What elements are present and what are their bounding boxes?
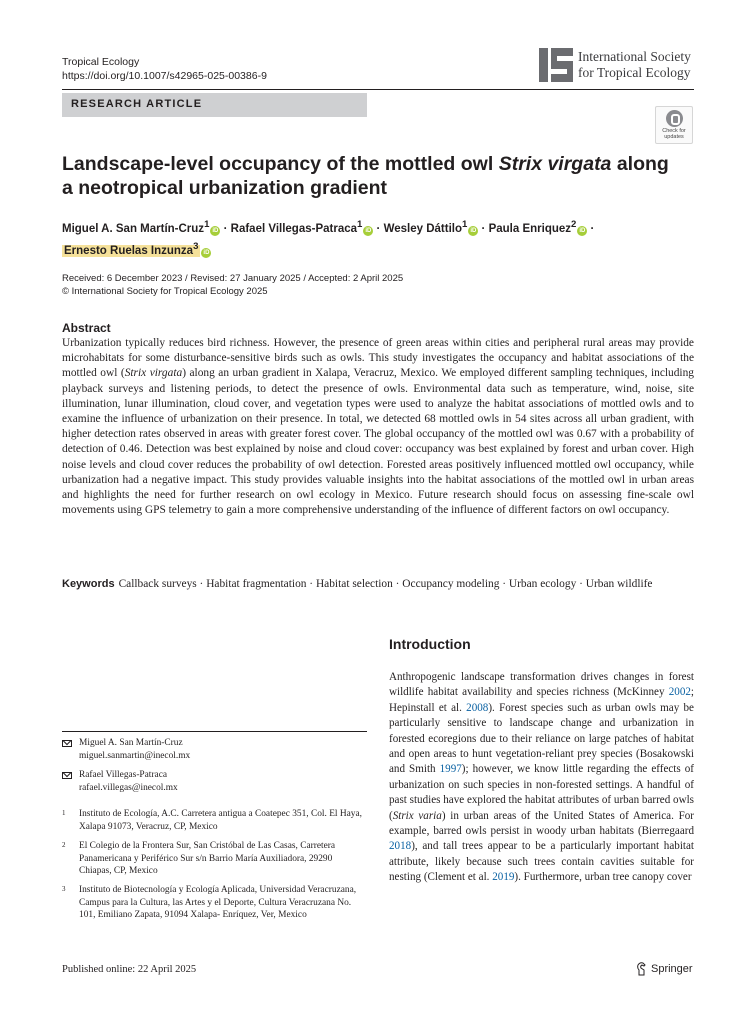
contact-entry xyxy=(62,737,190,762)
keywords-label: Keywords xyxy=(62,578,115,590)
affiliation: 2 El Colegio de la Frontera Sur, San Cristóbal de Las Casas, Carretera Panamericana y Periférico Sur s/n Barrio María Auxiliadora, 29290 Chiapas, CP, Mexico xyxy=(62,841,336,876)
orcid-icon[interactable]: iD xyxy=(470,227,477,234)
check-for-updates-badge[interactable]: Check for updates xyxy=(655,106,693,144)
affiliation: 1 Instituto de Ecología, A.C. Carretera antigua a Coatepec 351, Col. El Haya, Xalapa 91073, Veracruz, CP, Mexico xyxy=(62,809,362,832)
society-logo-block xyxy=(539,48,691,82)
orcid-icon[interactable]: iD xyxy=(203,249,210,256)
society-logo-icon xyxy=(539,48,573,82)
contact-entry xyxy=(62,769,178,794)
title-species: Strix virgata xyxy=(498,153,612,175)
citation-link[interactable]: 1997 xyxy=(439,763,462,776)
footnote-divider xyxy=(62,731,367,732)
envelope-icon xyxy=(62,772,72,779)
abstract-text: Urbanization typically reduces bird richness. However, the presence of green areas within cities and peripheral rural areas may provide microhabitats for some disturbance-sensitive birds such as owls. This study investigates the occupancy and habitat associations of the mottled owl (Strix virgata) along an urban gradient in Xalapa, Veracruz, Mexico. We employed different sampling techniques, including playback surveys and listening periods, to detect the presence of owls. Environmental data such as temperature, wind, noise, site illumination, lunar illumination, cloud cover, and vegetation types were used to analyze the habitat associations of mottled owls and to examine the influence of urbanization on their presence. In total, we detected 68 mottled owls in 54 sites across all urban gradient, with higher detection rates observed in areas with greater forest cover. The global occupancy of the mottled owl was 0.67 with a probability of detection of 0.46. Detection was best explained by noise and cloud cover: occupancy was best explained by forest and urban cover. High noise levels and cloud cover reduces the probability of owl detection. Forested areas positively influenced mottled owl occupancy, while urbanization had a negative impact. This study provides valuable insights into the habitat associations of the mottled owl in urban areas and highlights the need for further research on owl ecology in Mexico. Future research should focus on assessing fine-scale owl movements using GPS telemetry to gain a more comprehensive understanding of the influence of different factors on owl occupancy. xyxy=(62,337,694,517)
author-name[interactable]: Rafael Villegas-Patraca xyxy=(230,222,358,235)
citation-link[interactable]: 2008 xyxy=(466,701,489,714)
author-name[interactable]: Wesley Dáttilo xyxy=(383,222,462,235)
author-name[interactable]: Paula Enriquez xyxy=(488,222,572,235)
affiliation: 3 Instituto de Biotecnología y Ecología Aplicada, Universidad Veracruzana, Campus para la Cultura, las Artes y el Deporte, Cultura Veracruzana No. 101, Emiliano Zapata, 91094 Xalapa- Enríquez, Ver, Mexico xyxy=(62,885,357,920)
publisher-name: Springer xyxy=(651,963,693,975)
publisher-logo xyxy=(636,962,693,976)
orcid-icon[interactable]: iD xyxy=(212,227,219,234)
introduction-text: Anthropogenic landscape transformation drives changes in forest wildlife habitat availability and species richness (McKinney 2002; Hepinstall et al. 2008). Forest species such as urban owls may be particularly sensitive to landscape change and urbanization in forested ecoregions due to their reliance on large patches of habitat and open areas to hunt vegetation-reliant prey species (Bosakowski and Smith 1997); however, we know little regarding the effects of urbanization on such species in non-forested settings. A handful of past studies have explored the habitat attributes of urban barred owls (Strix varia) in urban areas of the United States of America. For example, barred owls persist in woody urban habitats (Bierregaard 2018), and tall trees appear to be a particularly important habitat attribute, likely because such trees contain cavities suitable for nesting (Clement et al. 2019). Furthermore, urban tree canopy cover xyxy=(389,671,694,884)
doi-link[interactable]: https://doi.org/10.1007/s42965-025-00386-9 xyxy=(62,70,267,82)
corresponding-author-highlight[interactable]: Ernesto Ruelas Inzunza$^3$ xyxy=(64,240,199,257)
article-type-banner: RESEARCH ARTICLE xyxy=(62,93,367,117)
contact-email[interactable]: rafael.villegas@inecol.mx xyxy=(79,782,178,793)
citation-link[interactable]: 2002 xyxy=(668,686,691,699)
orcid-icon[interactable]: iD xyxy=(579,227,586,234)
article-title: Landscape-level occupancy of the mottled owl Strix virgata along a neotropical urbanization gradient xyxy=(62,153,669,199)
orcid-icon[interactable]: iD xyxy=(365,227,372,234)
author-list: Miguel A. San Martín-Cruz$^1$iD · Rafael Villegas-Patraca$^1$iD · Wesley Dáttilo$^1$iD · Paula Enriquez$^2$iD · Ernesto Ruelas Inzunza$^3$iD xyxy=(62,219,595,257)
contact-email[interactable]: miguel.sanmartin@inecol.mx xyxy=(79,750,191,761)
society-name: International Society for Tropical Ecology xyxy=(578,49,691,80)
journal-name: Tropical Ecology xyxy=(62,56,140,68)
author-name: Ernesto Ruelas Inzunza xyxy=(64,244,194,257)
citation-link[interactable]: 2018 xyxy=(389,840,412,853)
introduction-heading: Introduction xyxy=(389,636,471,652)
springer-horse-icon xyxy=(636,962,647,976)
copyright-line: © International Society for Tropical Ecology 2025 xyxy=(62,286,268,297)
history-dates: Received: 6 December 2023 / Revised: 27 January 2025 / Accepted: 2 April 2025 xyxy=(62,273,404,284)
keywords xyxy=(62,577,694,593)
article-dates xyxy=(62,272,403,298)
contact-name: Rafael Villegas-Patraca xyxy=(79,770,168,780)
header-divider xyxy=(62,89,694,90)
published-online-date: Published online: 22 April 2025 xyxy=(62,964,197,975)
journal-info xyxy=(62,55,267,83)
contact-name: Miguel A. San Martín-Cruz xyxy=(79,738,183,748)
citation-link[interactable]: 2019 xyxy=(492,871,515,884)
keywords-list: Callback surveys · Habitat fragmentation · Habitat selection · Occupancy modeling · Urban ecology · Urban wildlife xyxy=(118,578,653,590)
author-name[interactable]: Miguel A. San Martín-Cruz xyxy=(62,222,205,235)
abstract-heading: Abstract xyxy=(62,321,111,335)
envelope-icon xyxy=(62,740,72,747)
bookmark-icon xyxy=(666,110,683,127)
